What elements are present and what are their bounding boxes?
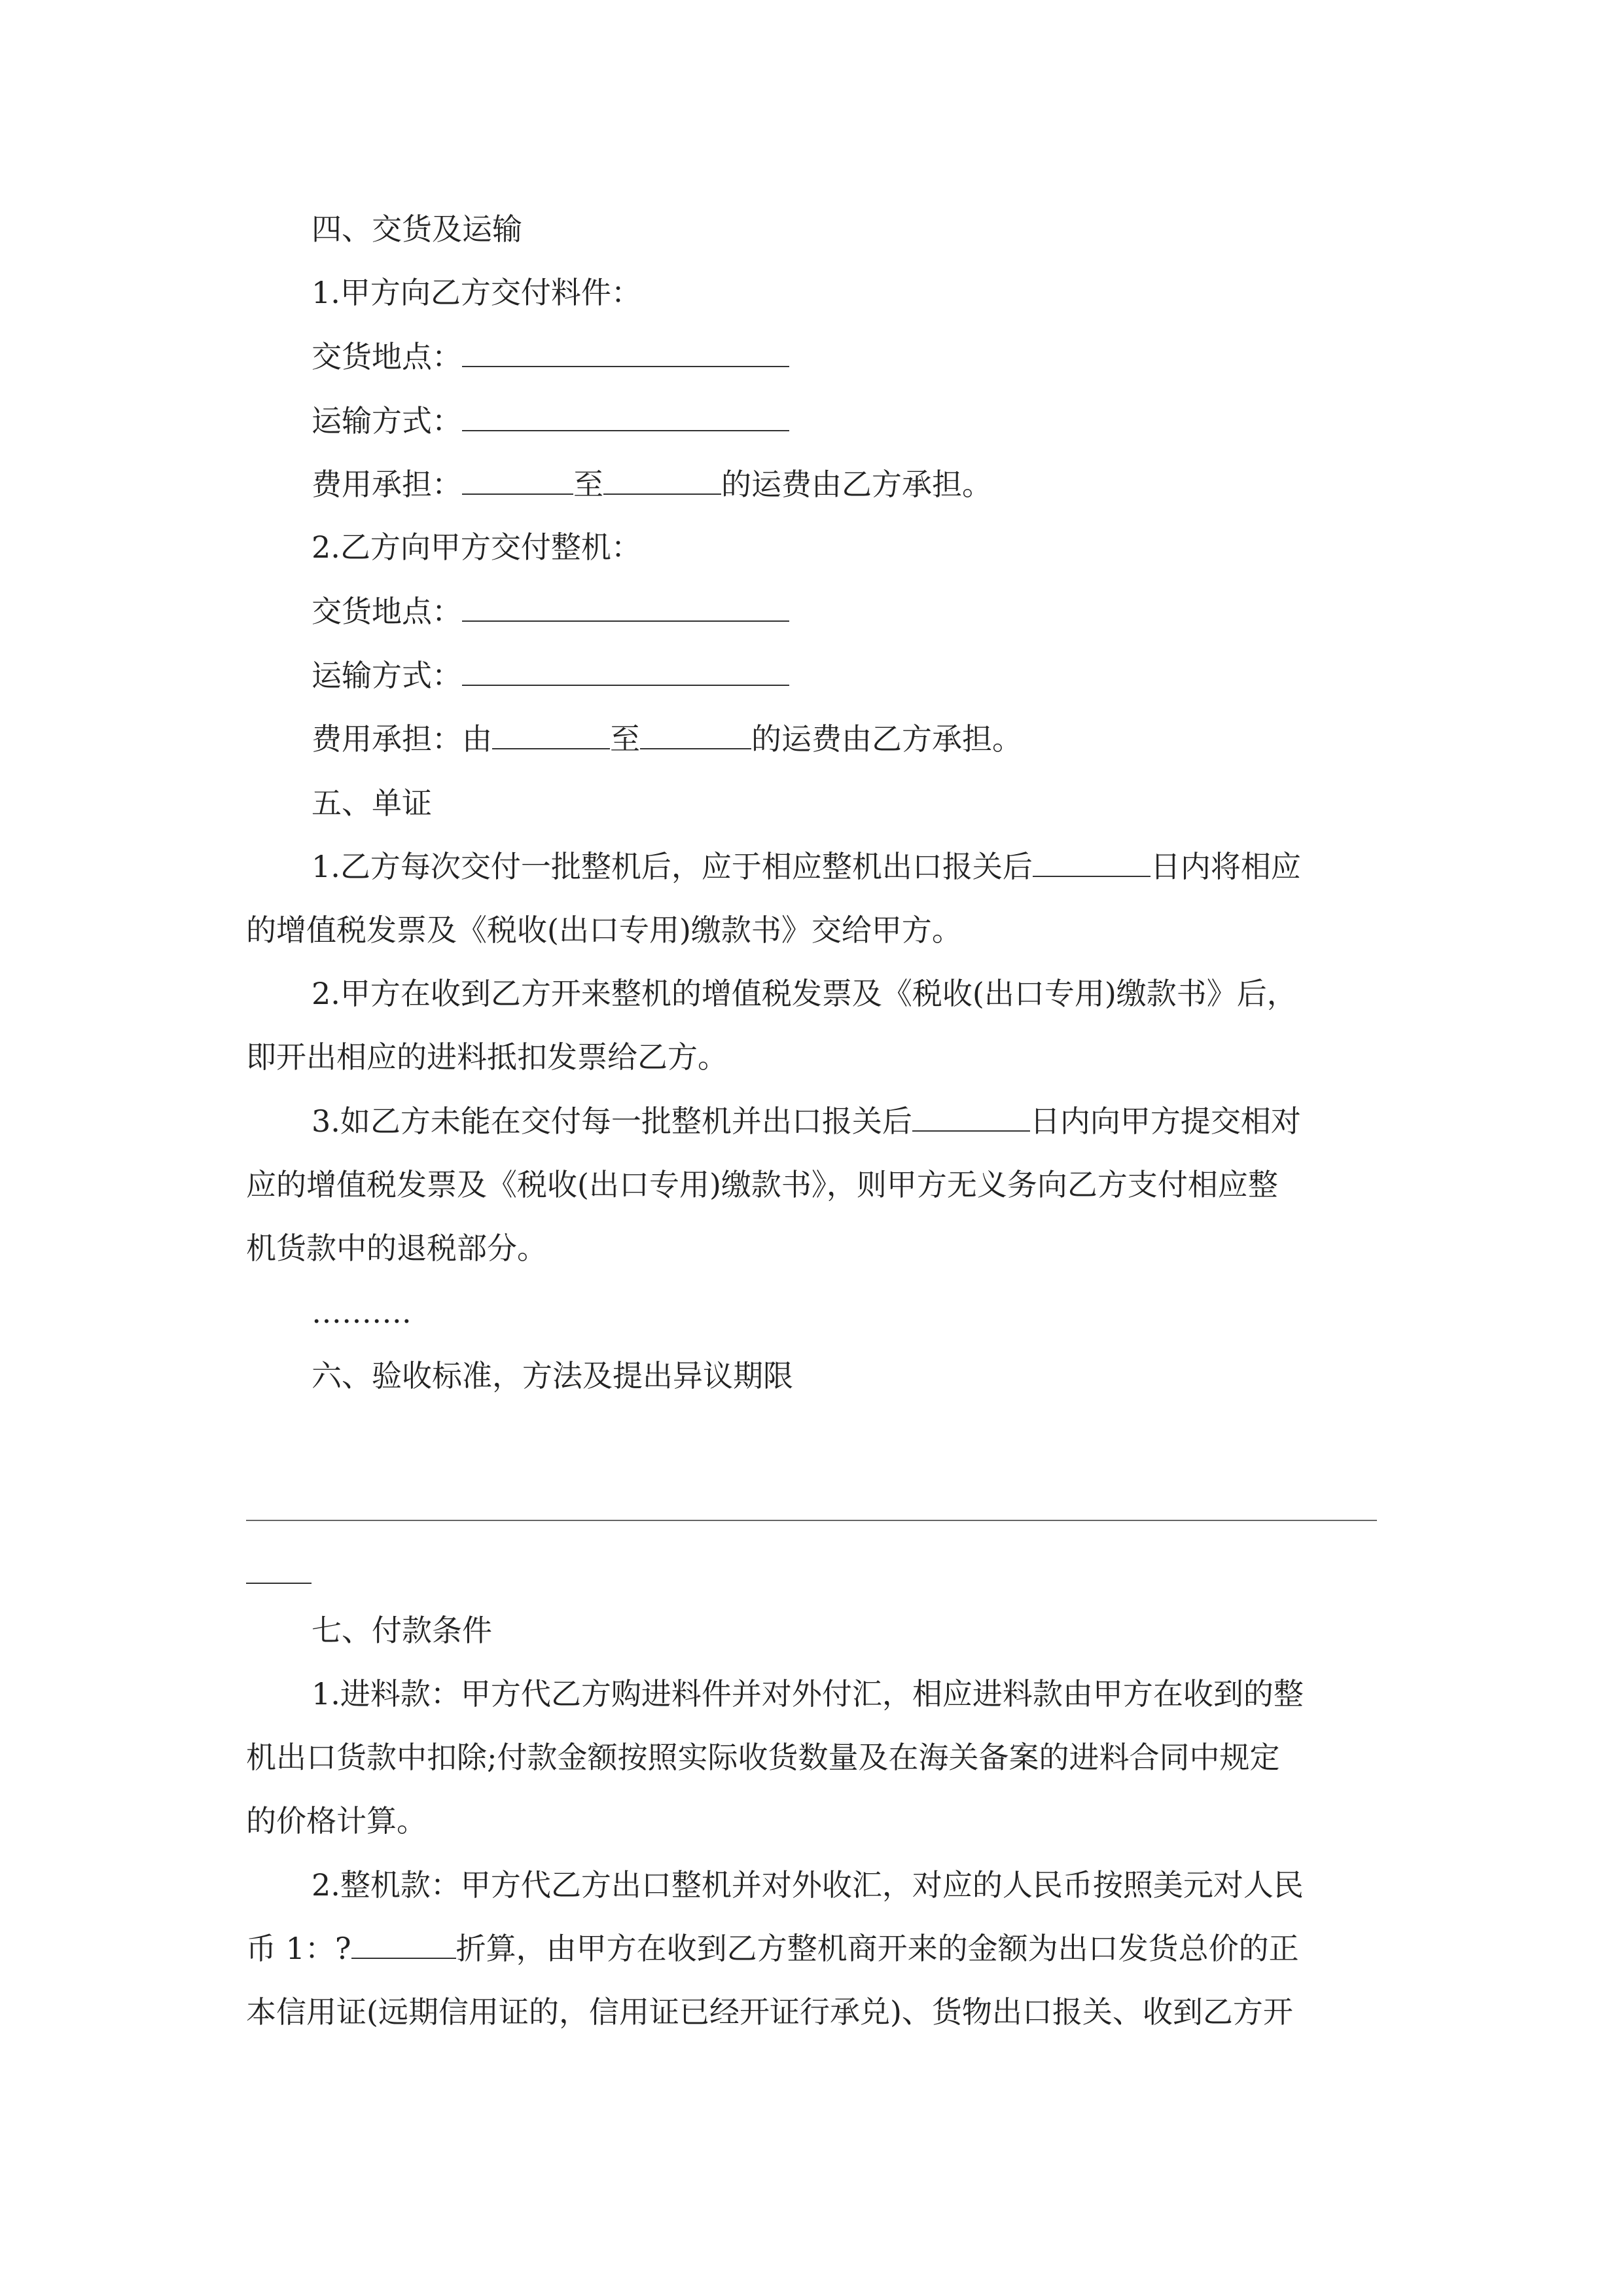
section-5-p1-text-b: 日内将相应	[1150, 849, 1301, 884]
section-5-p1-line-1	[312, 847, 1301, 886]
section-7-p2-line-2	[246, 1929, 1299, 1968]
cost-bearing-label: 费用承担：由	[312, 721, 492, 757]
delivery-place-row-1	[312, 337, 789, 376]
transport-method-label: 运输方式：	[312, 403, 462, 439]
cost-to-blank	[603, 465, 721, 495]
cost-bearing-label: 费用承担：	[312, 467, 462, 502]
delivery-place-label: 交货地点：	[312, 594, 462, 629]
section-5-p3-line-2: 应的增值税发票及《税收(出口专用)缴款书》，则甲方无义务向乙方支付相应整	[246, 1167, 1278, 1202]
section-5-p3-text-a: 3.如乙方未能在交付每一批整机并出口报关后	[312, 1103, 912, 1139]
section-5-p3-line-1	[312, 1102, 1301, 1141]
section-4-heading: 四、交货及运输	[312, 211, 522, 247]
section-4-item-1: 1.甲方向乙方交付料件：	[312, 275, 641, 310]
exchange-rate-prefix: 币 1：?	[246, 1931, 351, 1966]
delivery-place-blank	[462, 592, 789, 622]
transport-method-row-1	[312, 401, 789, 440]
divider-line	[246, 1520, 1377, 1521]
section-4-item-2: 2.乙方向甲方交付整机：	[312, 529, 641, 565]
section-6-heading: 六、验收标准，方法及提出异议期限	[312, 1358, 793, 1393]
days-blank	[1033, 847, 1150, 877]
cost-bearing-suffix: 的运费由乙方承担。	[751, 721, 1022, 757]
section-7-heading: 七、付款条件	[312, 1613, 492, 1648]
section-7-p1-line-3: 的价格计算。	[246, 1803, 427, 1839]
exchange-rate-blank	[351, 1929, 456, 1959]
transport-method-blank	[462, 656, 789, 686]
cost-bearing-suffix: 的运费由乙方承担。	[721, 467, 992, 502]
cost-to-blank	[640, 719, 751, 749]
section-5-p3-line-3: 机货款中的退税部分。	[246, 1230, 547, 1266]
transport-method-row-2	[312, 656, 789, 695]
delivery-place-row-2	[312, 592, 789, 631]
section-7-p1-line-2: 机出口货款中扣除;付款金额按照实际收货数量及在海关备案的进料合同中规定	[246, 1740, 1280, 1775]
section-5-p2-line-1: 2.甲方在收到乙方开来整机的增值税发票及《税收(出口专用)缴款书》后，	[312, 976, 1297, 1011]
section-5-p1-line-2: 的增值税发票及《税收(出口专用)缴款书》交给甲方。	[246, 912, 962, 948]
ellipsis: ……….	[312, 1295, 412, 1330]
days-blank	[912, 1102, 1030, 1132]
transport-method-label: 运输方式：	[312, 658, 462, 693]
cost-from-blank	[462, 465, 573, 495]
section-7-p2-line-3: 本信用证(远期信用证的，信用证已经开证行承兑)、货物出口报关、收到乙方开	[246, 1994, 1293, 2030]
cost-from-blank	[492, 719, 610, 749]
delivery-place-blank	[462, 337, 789, 367]
cost-bearing-row-2	[312, 719, 1022, 759]
exchange-rate-suffix: 折算，由甲方在收到乙方整机商开来的金额为出口发货总价的正	[455, 1931, 1299, 1966]
cost-bearing-row-1	[312, 465, 992, 504]
delivery-place-label: 交货地点：	[312, 339, 462, 374]
section-5-p2-line-2: 即开出相应的进料抵扣发票给乙方。	[246, 1039, 728, 1075]
section-5-heading: 五、单证	[312, 785, 432, 821]
transport-method-blank	[462, 401, 789, 431]
cost-to-word: 至	[573, 467, 603, 502]
short-divider-line	[246, 1583, 312, 1584]
section-5-p3-text-b: 日内向甲方提交相对	[1029, 1103, 1301, 1139]
section-7-p2-line-1: 2.整机款：甲方代乙方出口整机并对外收汇，对应的人民币按照美元对人民	[312, 1867, 1304, 1903]
section-5-p1-text-a: 1.乙方每次交付一批整机后，应于相应整机出口报关后	[312, 849, 1033, 884]
cost-to-word: 至	[610, 721, 640, 757]
section-7-p1-line-1: 1.进料款：甲方代乙方购进料件并对外付汇，相应进料款由甲方在收到的整	[312, 1676, 1304, 1712]
